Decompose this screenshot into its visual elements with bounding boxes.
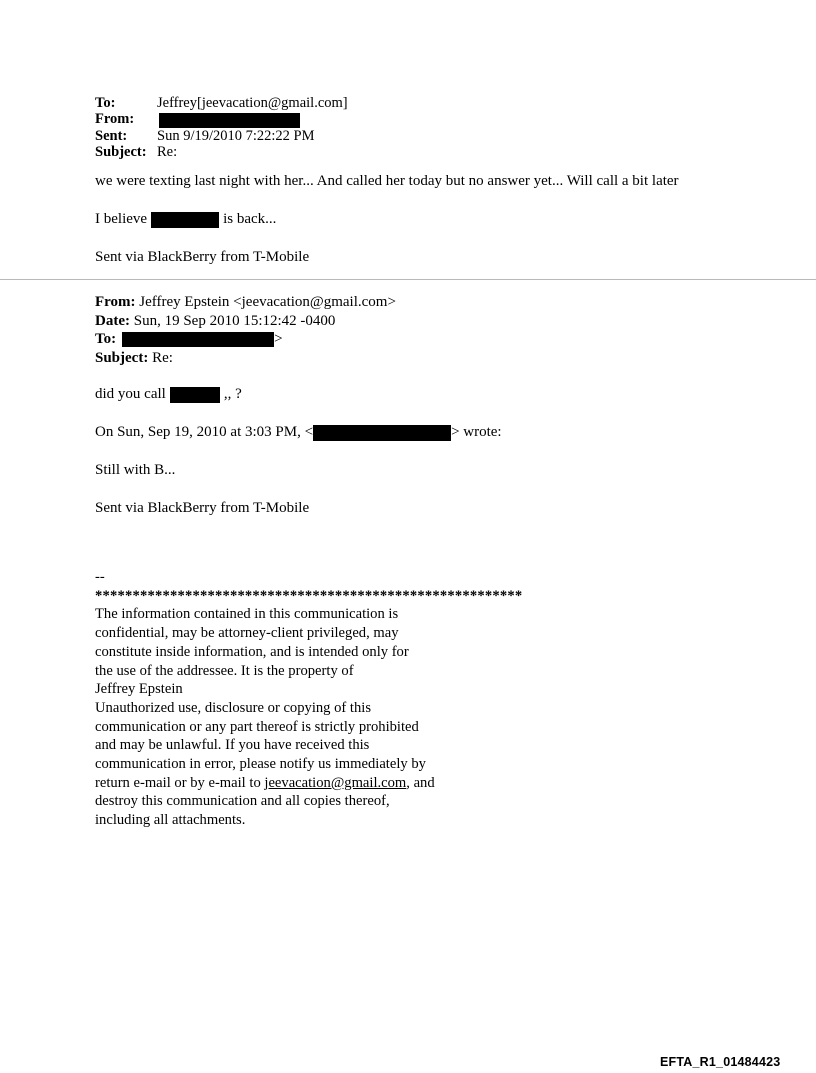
- quoted-header-value-subject: Re:: [152, 349, 173, 366]
- disclaimer-line-6: Unauthorized use, disclosure or copying of this: [95, 699, 372, 716]
- redaction-bar-to: [122, 332, 274, 347]
- disclaimer-line-10-before: return e-mail or by e-mail to: [95, 774, 265, 791]
- message1-signature: Sent via BlackBerry from T-Mobile: [95, 249, 310, 265]
- header-value-sent: Sun 9/19/2010 7:22:22 PM: [157, 127, 315, 144]
- header-value-to: Jeffrey[jeevacation@gmail.com]: [157, 95, 348, 111]
- bates-number: EFTA_R1_01484423: [660, 1055, 781, 1069]
- message1-paragraph-1: we were texting last night with her... And called her today but no answer yet... Will call a bit later: [95, 173, 679, 189]
- message2-paragraph-1-after: ,, ?: [223, 386, 242, 402]
- redaction-bar-name-1: [151, 212, 219, 228]
- disclaimer-line-10: [95, 774, 615, 793]
- redaction-bar-from: [159, 113, 300, 128]
- message-body-1: [95, 172, 755, 286]
- message2-paragraph-1-before: did you call: [95, 386, 166, 402]
- header-label-to: To:: [95, 95, 116, 111]
- message1-paragraph-2-before: I believe: [95, 211, 148, 227]
- disclaimer-line-10-after: , and: [406, 774, 435, 791]
- quoted-message-header-block: [95, 293, 755, 367]
- quoted-header-label-subject: Subject:: [95, 349, 149, 366]
- quoted-text-line-1: Still with B...: [95, 462, 176, 478]
- message1-paragraph-2: [95, 210, 755, 229]
- quoted-header-value-to-suffix: >: [274, 331, 283, 347]
- disclaimer-line-7: communication or any part thereof is strictly prohibited: [95, 718, 419, 735]
- quoted-header-label-date: Date:: [95, 312, 130, 329]
- disclaimer-line-12: including all attachments.: [95, 812, 246, 829]
- quoted-header-value-from: Jeffrey Epstein <jeevacation@gmail.com>: [139, 294, 396, 310]
- disclaimer-line-1: The information contained in this communication is: [95, 606, 399, 623]
- quoted-text-line-2: Sent via BlackBerry from T-Mobile: [95, 500, 310, 516]
- message1-paragraph-2-after: is back...: [223, 211, 277, 227]
- disclaimer-line-8: and may be unlawful. If you have received this: [95, 737, 370, 754]
- header-label-subject: Subject:: [95, 144, 147, 161]
- disclaimer-email-link[interactable]: jeevacation@gmail.com: [264, 774, 407, 791]
- message-header-block: [95, 95, 735, 161]
- disclaimer-line-9: communication in error, please notify us immediately by: [95, 756, 426, 773]
- quote-attribution-after: > wrote:: [451, 424, 502, 440]
- disclaimer-line-2: confidential, may be attorney-client privileged, may: [95, 625, 399, 642]
- quoted-header-row-subject: [95, 349, 755, 368]
- disclaimer-line-11: destroy this communication and all copies thereof,: [95, 793, 390, 810]
- disclaimer-dashes: --: [95, 569, 105, 585]
- redaction-bar-quote-sender: [313, 425, 451, 441]
- quoted-header-row-date: [95, 312, 755, 331]
- disclaimer-line-5: Jeffrey Epstein: [95, 681, 183, 698]
- message-body-2: [95, 385, 775, 537]
- confidentiality-disclaimer: [95, 568, 615, 830]
- header-row-from: [95, 111, 735, 127]
- quoted-header-row-from: [95, 293, 755, 312]
- message2-paragraph-1: [95, 385, 775, 404]
- header-value-subject: Re:: [157, 144, 178, 161]
- header-row-sent: [95, 128, 735, 144]
- redaction-bar-name-2: [170, 387, 220, 403]
- quoted-header-label-from: From:: [95, 294, 136, 310]
- header-label-from: From:: [95, 111, 135, 128]
- header-label-sent: Sent:: [95, 127, 128, 144]
- message-divider: [0, 279, 816, 280]
- disclaimer-line-3: constitute inside information, and is intended only for: [95, 643, 409, 660]
- quote-attribution-before: On Sun, Sep 19, 2010 at 3:03 PM, <: [95, 424, 314, 440]
- quote-attribution: [95, 423, 775, 442]
- header-row-subject: [95, 144, 735, 160]
- quoted-header-label-to: To:: [95, 331, 117, 347]
- quoted-header-row-to: [95, 330, 755, 349]
- disclaimer-line-4: the use of the addressee. It is the property of: [95, 662, 354, 679]
- header-row-to: [95, 95, 735, 111]
- quoted-header-value-date: Sun, 19 Sep 2010 15:12:42 -0400: [133, 312, 336, 329]
- disclaimer-star-separator: *********************************************************: [95, 587, 523, 604]
